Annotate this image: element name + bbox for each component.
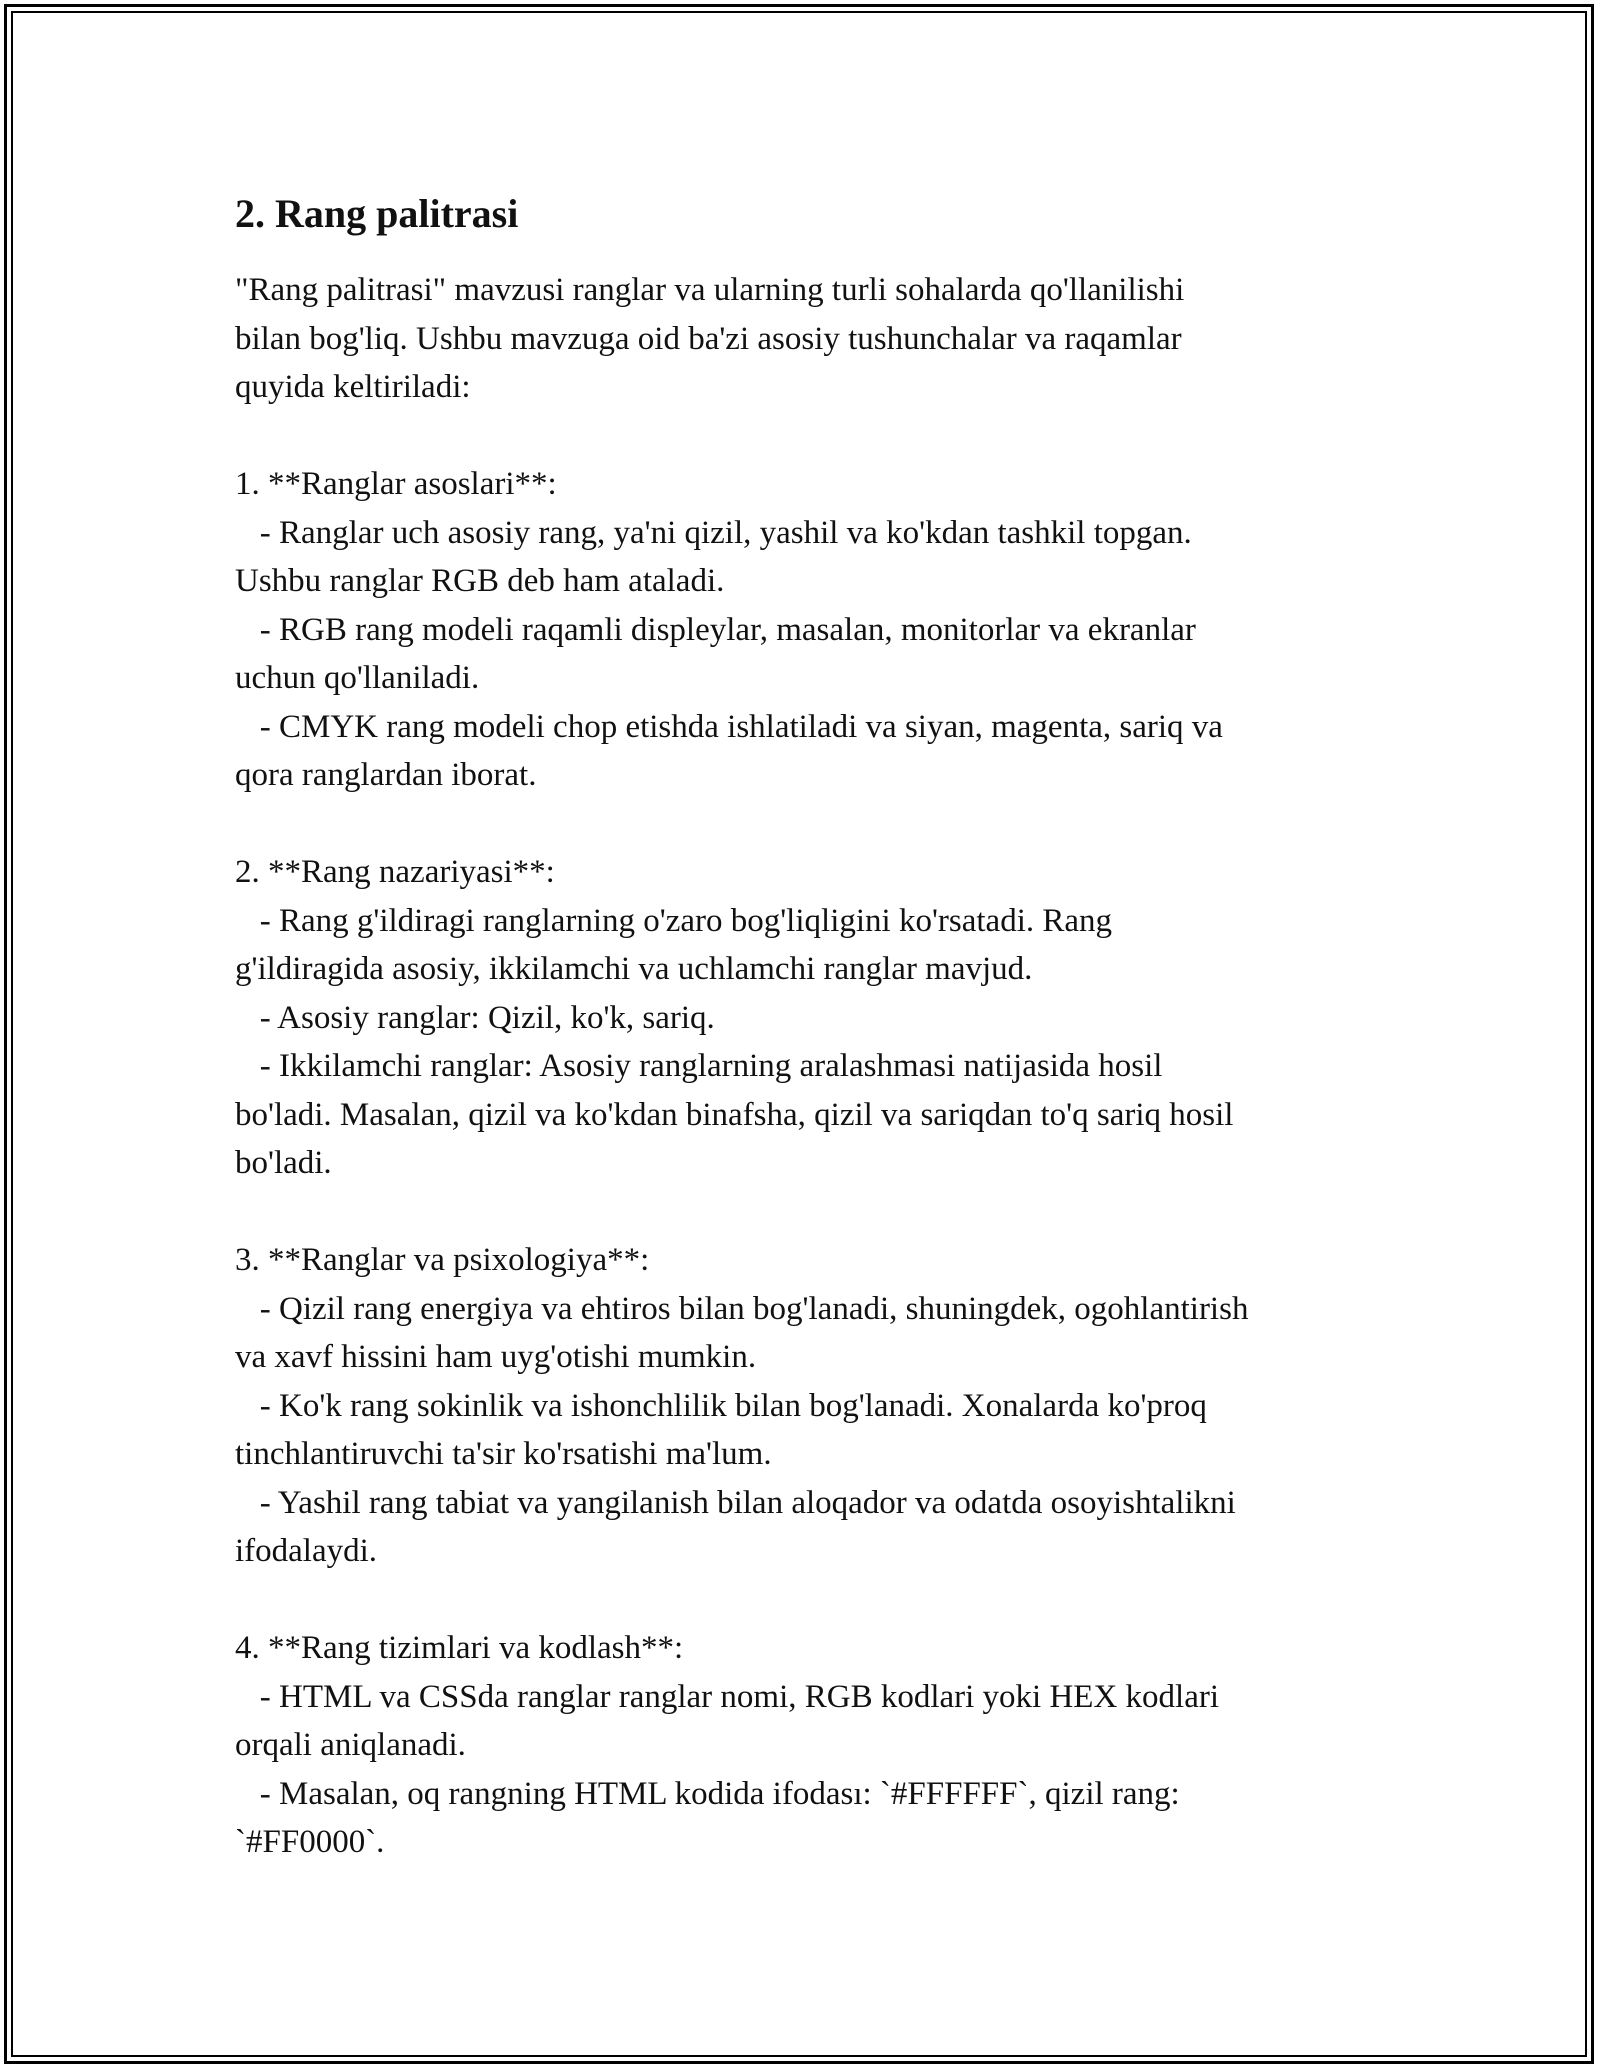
document-page (235, 188, 1395, 1867)
document-title: 2. Rang palitrasi (235, 191, 519, 236)
document-body: "Rang palitrasi" mavzusi ranglar va ularning turli sohalarda qo'llanilishi bilan bog'liq. Ushbu mavzuga oid ba'zi asosiy tushunchalar va raqamlar quyida keltiriladi: 1. **Ranglar asoslari**: - Ranglar uch asosiy rang, ya'ni qizil, yashil va ko'kdan tashkil topgan. Ushbu ranglar RGB deb ham ataladi. - RGB rang modeli raqamli displeylar, masalan, monitorlar va ekranlar uchun qo'llaniladi. - CMYK rang modeli chop etishda ishlatiladi va siyan, magenta, sariq va qora ranglardan iborat. 2. **Rang nazariyasi**: - Rang g'ildiragi ranglarning o'zaro bog'liqligini ko'rsatadi. Rang g'ildiragida asosiy, ikkilamchi va uchlamchi ranglar mavjud. - Asosiy ranglar: Qizil, ko'k, sariq. - Ikkilamchi ranglar: Asosiy ranglarning aralashmasi natijasida hosil bo'ladi. Masalan, qizil va ko'kdan binafsha, qizil va sariqdan to'q sariq hosil bo'ladi. 3. **Ranglar va psixologiya**: - Qizil rang energiya va ehtiros bilan bog'lanadi, shuningdek, ogohlantirish va xavf hissini ham uyg'otishi mumkin. - Ko'k rang sokinlik va ishonchlilik bilan bog'lanadi. Xonalarda ko'proq tinchlantiruvchi ta'sir ko'rsatishi ma'lum. - Yashil rang tabiat va yangilanish bilan aloqador va odatda osoyishtalikni ifodalaydi. 4. **Rang tizimlari va kodlash**: - HTML va CSSda ranglar ranglar nomi, RGB kodlari yoki HEX kodlari orqali aniqlanadi. - Masalan, oq rangning HTML kodida ifodası: `#FFFFFF`, qizil rang: `#FF0000`. (235, 272, 1249, 1860)
